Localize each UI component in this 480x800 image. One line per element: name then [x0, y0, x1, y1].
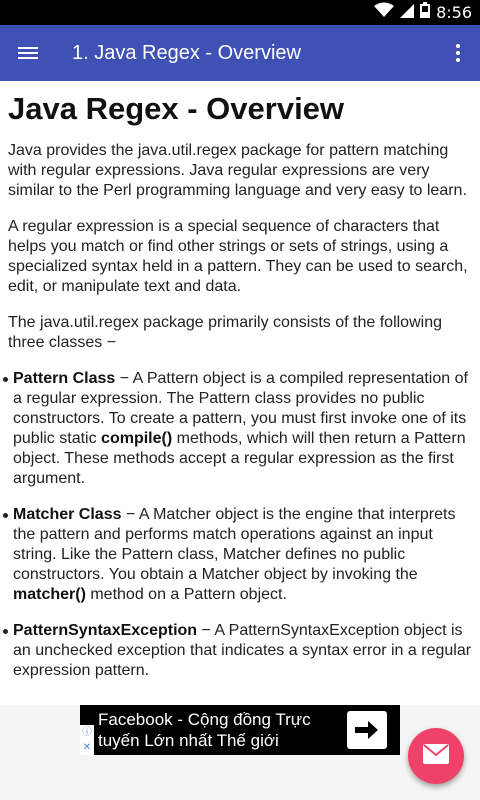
ad-choices[interactable]: [80, 725, 94, 755]
article-heading: Java Regex - Overview: [8, 91, 345, 126]
ad-text: Facebook - Cộng đồng Trực tuyến Lớn nhất Thế giới: [98, 710, 311, 750]
ad-close-icon[interactable]: ✕: [82, 741, 92, 753]
item-text: method on a Pattern object.: [85, 586, 287, 603]
paragraph-intro: Java provides the java.util.regex package for pattern matching with regular expressions. Java regular expressions are very similar to the Perl programming language and very easy to learn.: [8, 142, 467, 199]
article-content[interactable]: [0, 81, 480, 705]
hamburger-menu-icon[interactable]: [0, 25, 56, 81]
classes-list: [8, 369, 472, 681]
app-bar: [0, 25, 480, 81]
item-text: − A Pattern object is a compiled representation of a regular expression. The Pattern class provides no public constructors. To create a pattern, you must first invoke one of its public static: [13, 370, 468, 447]
item-text: − A PatternSyntaxException object is an unchecked exception that indicates a syntax error in a regular expression pattern.: [13, 622, 472, 679]
code-matcher: matcher(): [13, 586, 86, 603]
arrow-right-icon[interactable]: [347, 711, 387, 749]
term-matcher-class: Matcher Class: [13, 506, 122, 523]
term-pattern-class: Pattern Class: [13, 370, 116, 387]
paragraph-classes-intro: The java.util.regex package primarily consists of the following three classes −: [8, 314, 442, 351]
term-pattern-syntax-exception: PatternSyntaxException: [13, 622, 198, 639]
app-title: 1. Java Regex - Overview: [72, 41, 301, 64]
wifi-icon: [374, 2, 394, 23]
battery-icon: [420, 2, 430, 23]
list-item-pattern-syntax-exception: [8, 621, 472, 681]
code-compile: compile(): [101, 430, 173, 447]
item-text: − A Matcher object is the engine that interprets the pattern and performs match operations against an input string. Like the Pattern class, Matcher defines no public constructors. You obtain a Matcher object by invoking the: [13, 506, 456, 583]
ad-info-icon[interactable]: ⓘ: [82, 726, 92, 738]
email-icon: [423, 744, 449, 769]
signal-icon: [400, 2, 414, 23]
status-time: 8:56: [436, 3, 472, 22]
status-bar: [0, 0, 480, 25]
list-item-pattern-class: [8, 369, 472, 489]
list-item-matcher-class: [8, 505, 472, 605]
more-vert-icon[interactable]: [436, 25, 480, 81]
item-text: methods, which will then return a Pattern object. These methods accept a regular expression as the first argument.: [13, 430, 466, 487]
paragraph-definition: A regular expression is a special sequence of characters that helps you match or find other strings or sets of strings, using a specialized syntax held in a pattern. They can be used to search, edit, or manipulate text and data.: [8, 218, 468, 295]
ad-banner[interactable]: [80, 705, 400, 755]
email-fab-button[interactable]: [408, 728, 464, 784]
